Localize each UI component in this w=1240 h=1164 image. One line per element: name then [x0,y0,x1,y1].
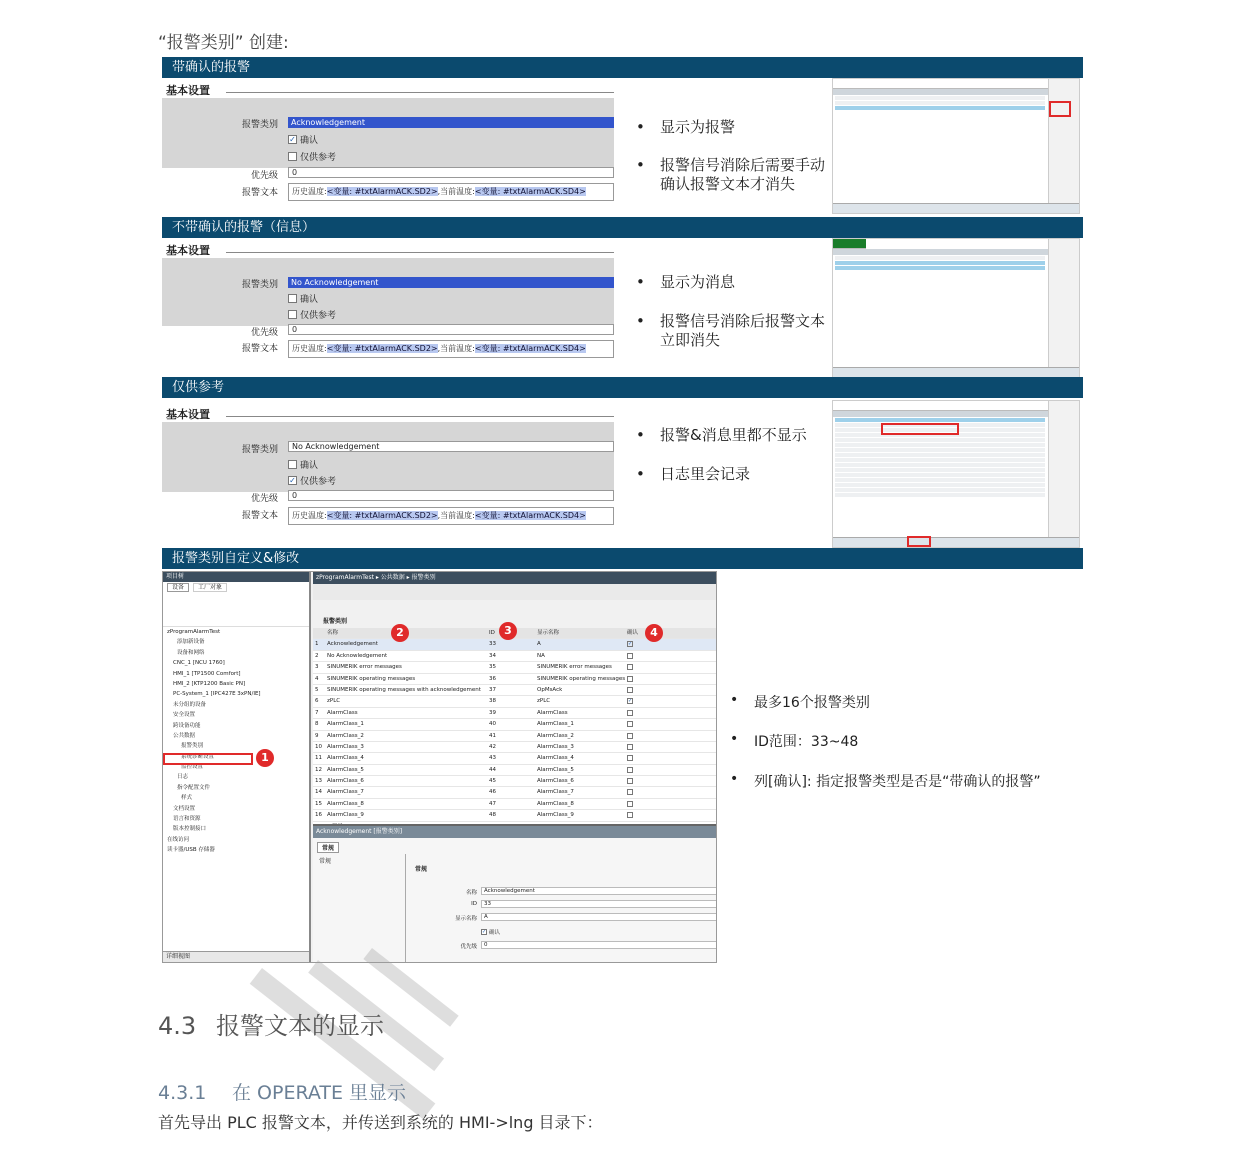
tree-item[interactable]: 添加新设备 [177,639,205,646]
table-row[interactable] [313,685,717,696]
class-select-ack[interactable]: Acknowledgement [288,117,614,128]
section-heading: 4.3 报警文本的显示 [158,1012,384,1040]
tree-item[interactable]: 读卡器/USB 存储器 [167,847,215,854]
marker-4: 4 [645,624,663,642]
grid-title: 报警类别 [323,618,348,625]
tree-item[interactable]: zProgramAlarmTest [167,629,221,635]
table-row[interactable] [313,799,717,810]
row-display-name: AlarmClass_9 [537,812,574,819]
checkbox[interactable] [627,812,633,818]
label-priority: 优先级 [250,494,278,504]
row-name: AlarmClass_3 [327,743,364,750]
tree-item[interactable]: 跨设备功能 [173,722,201,729]
intro-text: “报警类别” 创建: [158,33,289,53]
row-display-name: AlarmClass_5 [537,766,574,773]
row-number: 13 [315,778,322,785]
checkbox[interactable] [627,721,633,727]
alarm-text-field[interactable]: 历史温度:<变量: #txtAlarmACK.SD2>,当前温度:<变量: #txtAlarmACK.SD4> [288,507,614,525]
row-display-name: AlarmClass_8 [537,800,574,807]
inspector-panel [313,824,717,963]
row-number: 7 [315,709,319,716]
table-row[interactable] [313,753,717,764]
row-name: SINUMERIK operating messages [327,675,416,682]
row-id: 42 [489,743,496,750]
checkbox[interactable] [627,744,633,750]
row-display-name: AlarmClass_3 [537,743,574,750]
row-number: 12 [315,766,322,773]
row-name: AlarmClass_2 [327,732,364,739]
info-only-checkbox[interactable]: 仅供参考 [288,308,336,321]
checkbox[interactable] [627,755,633,761]
row-id: 38 [489,698,496,705]
panel-heading: 基本设置 [166,244,210,257]
inspector-field-label: 显示名称 [454,916,477,922]
checkbox[interactable] [627,664,633,670]
label-class: 报警类别 [241,120,278,130]
tree-item[interactable]: 未分组的设备 [173,701,207,708]
tree-item[interactable]: HMI_2 [KTP1200 Basic PN] [173,680,246,687]
row-display-name: AlarmClass_6 [537,778,574,785]
label-text: 报警文本 [241,344,278,354]
tree-item[interactable]: 监控设置 [181,764,204,771]
project-tree [163,572,311,963]
row-id: 34 [489,652,496,659]
row-id: 47 [489,800,496,807]
row-number: 4 [315,675,319,682]
inspector-field-value[interactable]: 33 [481,900,717,908]
row-name: SINUMERIK error messages [327,664,402,671]
row-name: Acknowledgement [327,641,378,648]
grid-header: 名称 ID 显示名称 确认 [313,628,717,639]
class-select-noack[interactable]: No Acknowledgement [288,277,614,288]
row-display-name: AlarmClass [537,709,568,716]
class-select-info[interactable]: No Acknowledgement [288,441,614,452]
marker-3: 3 [499,622,517,640]
inspector-field-label: ID [471,901,477,907]
tree-item[interactable]: 样式 [181,795,193,802]
row-number: 9 [315,732,319,739]
checkbox[interactable] [627,778,633,784]
checkbox[interactable] [627,789,633,795]
tab-plant-objects[interactable]: 工厂对象 [193,583,227,592]
panel-heading: 基本设置 [166,84,210,97]
tree-item[interactable]: HMI_1 [TP1500 Comfort] [173,670,241,677]
row-display-name: OpMsAck [537,686,563,693]
panel-heading: 基本设置 [166,408,210,421]
inspector-priority-field[interactable]: 0 [481,941,717,949]
body-paragraph: 首先导出 PLC 报警文本，并传送到系统的 HMI->lng 目录下： [158,1113,603,1132]
row-id: 36 [489,675,496,682]
tree-list [163,627,309,856]
checkbox[interactable] [627,653,633,659]
row-name: SINUMERIK operating messages with acknowledgement [327,686,481,693]
tree-item[interactable]: 版本控制接口 [173,826,207,833]
hmi-screenshot-log [832,400,1080,548]
row-number: 5 [315,686,319,693]
row-display-name: AlarmClass_7 [537,789,574,796]
alarm-text-field[interactable]: 历史温度:<变量: #txtAlarmACK.SD2>,当前温度:<变量: #txtAlarmACK.SD4> [288,340,614,358]
inspector-field-value[interactable]: A [481,913,717,921]
row-id: 33 [489,641,496,648]
table-row[interactable] [313,810,717,821]
row-display-name: SINUMERIK operating messages [537,675,626,682]
table-row[interactable] [313,765,717,776]
row-display-name: SINUMERIK error messages [537,664,612,671]
table-row[interactable] [313,662,717,673]
row-display-name: AlarmClass_4 [537,755,574,762]
inspector-confirm-checkbox[interactable]: ✓ 确认 [482,929,501,936]
row-id: 45 [489,778,496,785]
row-id: 46 [489,789,496,796]
tree-item[interactable]: 安全设置 [173,712,196,719]
row-display-name: AlarmClass_1 [537,721,574,728]
checkbox[interactable] [627,676,633,682]
row-name: AlarmClass_8 [327,800,364,807]
row-id: 41 [489,732,496,739]
row-name: AlarmClass_1 [327,721,364,728]
priority-field[interactable]: 0 [288,324,614,335]
row-display-name: zPLC [537,698,551,705]
row-id: 48 [489,812,496,819]
row-number: 11 [315,755,322,762]
label-text: 报警文本 [241,188,278,198]
row-id: 40 [489,721,496,728]
hmi-screenshot-noack [832,238,1080,378]
hmi-screenshot-ack [832,78,1080,214]
tree-item[interactable]: 公共数据 [173,732,196,739]
checkbox[interactable] [627,687,633,693]
row-name: AlarmClass_4 [327,755,364,762]
alarm-text-field[interactable]: 历史温度:<变量: #txtAlarmACK.SD2>,当前温度:<变量: #txtAlarmACK.SD4> [288,183,614,201]
highlight-alarm-classes [163,753,253,765]
label-class: 报警类别 [241,445,278,455]
inspector-field-value[interactable]: Acknowledgement [481,887,717,895]
label-priority: 优先级 [250,171,278,181]
checked-icon: ✓ [482,929,487,935]
table-row[interactable] [313,731,717,742]
table-row[interactable] [313,651,717,662]
tree-item[interactable]: 系统诊断设置 [181,753,215,760]
row-name: AlarmClass [327,709,358,716]
tree-item[interactable]: 报警类别 [181,743,204,750]
row-id: 35 [489,664,496,671]
tree-item[interactable]: 在线访问 [167,836,190,843]
band-custom: 报警类别自定义&修改 [162,548,1083,569]
tab-devices[interactable]: 设备 [167,583,189,592]
label-priority: 优先级 [250,328,278,338]
project-tree-title: 项目树 [163,572,309,582]
info-only-checkbox[interactable]: ✓ 仅供参考 [289,476,337,487]
row-name: No Acknowledgement [327,652,388,659]
band-info: 仅供参考 [162,377,1083,398]
inspector-tab[interactable]: 常规 [317,842,339,853]
row-display-name: A [537,641,541,648]
checkbox[interactable] [627,801,633,807]
inspector-field-label: 名称 [465,890,477,896]
tree-item[interactable]: 指令配置文件 [177,784,211,791]
details-view[interactable]: 详细视图 [163,951,309,962]
row-number: 16 [315,812,322,819]
table-row[interactable] [313,708,717,719]
panel-info [162,398,614,544]
row-display-name: AlarmClass_2 [537,732,574,739]
band-ack: 带确认的报警 [162,57,1083,78]
breadcrumb: zProgramAlarmTest ▸ 公共数据 ▸ 报警类别 [313,572,717,584]
label-text: 报警文本 [241,511,278,521]
table-row[interactable] [313,787,717,798]
info-only-checkbox[interactable]: 仅供参考 [288,150,336,163]
label-class: 报警类别 [241,280,278,290]
confirm-checkbox[interactable]: 确认 [288,292,318,305]
marker-1: 1 [256,749,274,767]
row-name: AlarmClass_5 [327,766,364,773]
row-id: 37 [489,686,496,693]
priority-field[interactable]: 0 [288,490,614,501]
checked-icon[interactable]: ✓ [628,698,633,705]
checked-icon: ✓ [289,476,296,485]
row-number: 14 [315,789,322,796]
row-number: 6 [315,698,319,705]
table-row[interactable] [313,674,717,685]
table-row[interactable] [313,742,717,753]
row-number: 15 [315,800,322,807]
checkbox[interactable] [627,710,633,716]
confirm-checkbox[interactable]: 确认 [288,458,318,471]
row-name: AlarmClass_6 [327,778,364,785]
row-name: AlarmClass_7 [327,789,364,796]
table-row[interactable] [313,719,717,730]
row-id: 44 [489,766,496,773]
tree-item[interactable]: 语言和资源 [173,816,201,823]
tree-item[interactable]: 设备和网络 [177,649,205,656]
band-noack: 不带确认的报警（信息） [162,217,1083,238]
tree-item[interactable]: CNC_1 [NCU 1760] [173,660,225,667]
priority-field[interactable]: 0 [288,167,614,178]
row-name: AlarmClass_9 [327,812,364,819]
table-row[interactable] [313,776,717,787]
tree-item[interactable]: 文档设置 [173,805,196,812]
inspector-section: 常规 [415,866,428,873]
panel-ack [162,78,614,214]
table-row[interactable] [313,696,717,707]
row-number: 1 [315,641,319,648]
marker-2: 2 [391,624,409,642]
inspector-nav-general[interactable]: 常规 [319,858,332,865]
row-id: 39 [489,709,496,716]
alarm-class-grid [313,628,717,833]
confirm-checkbox[interactable]: ✓ 确认 [289,135,319,146]
row-name: zPLC [327,698,341,705]
checkbox[interactable] [627,767,633,773]
checkbox[interactable] [627,733,633,739]
checked-icon[interactable]: ✓ [628,641,633,648]
row-id: 43 [489,755,496,762]
checked-icon: ✓ [289,135,296,144]
subsection-heading: 4.3.1 在 OPERATE 里显示 [158,1082,407,1104]
panel-noack [162,238,614,374]
row-number: 3 [315,664,319,671]
tree-item[interactable]: 日志 [177,774,189,781]
row-number: 8 [315,721,319,728]
row-number: 2 [315,652,319,659]
row-display-name: NA [537,652,545,659]
tia-portal-screenshot [162,571,717,963]
inspector-priority-label: 优先级 [460,944,477,950]
tree-item[interactable]: PC-System_1 [IPC427E 3xPN/IE] [173,691,261,698]
row-number: 10 [315,743,322,750]
inspector-title: Acknowledgement [报警类别] [313,826,717,838]
